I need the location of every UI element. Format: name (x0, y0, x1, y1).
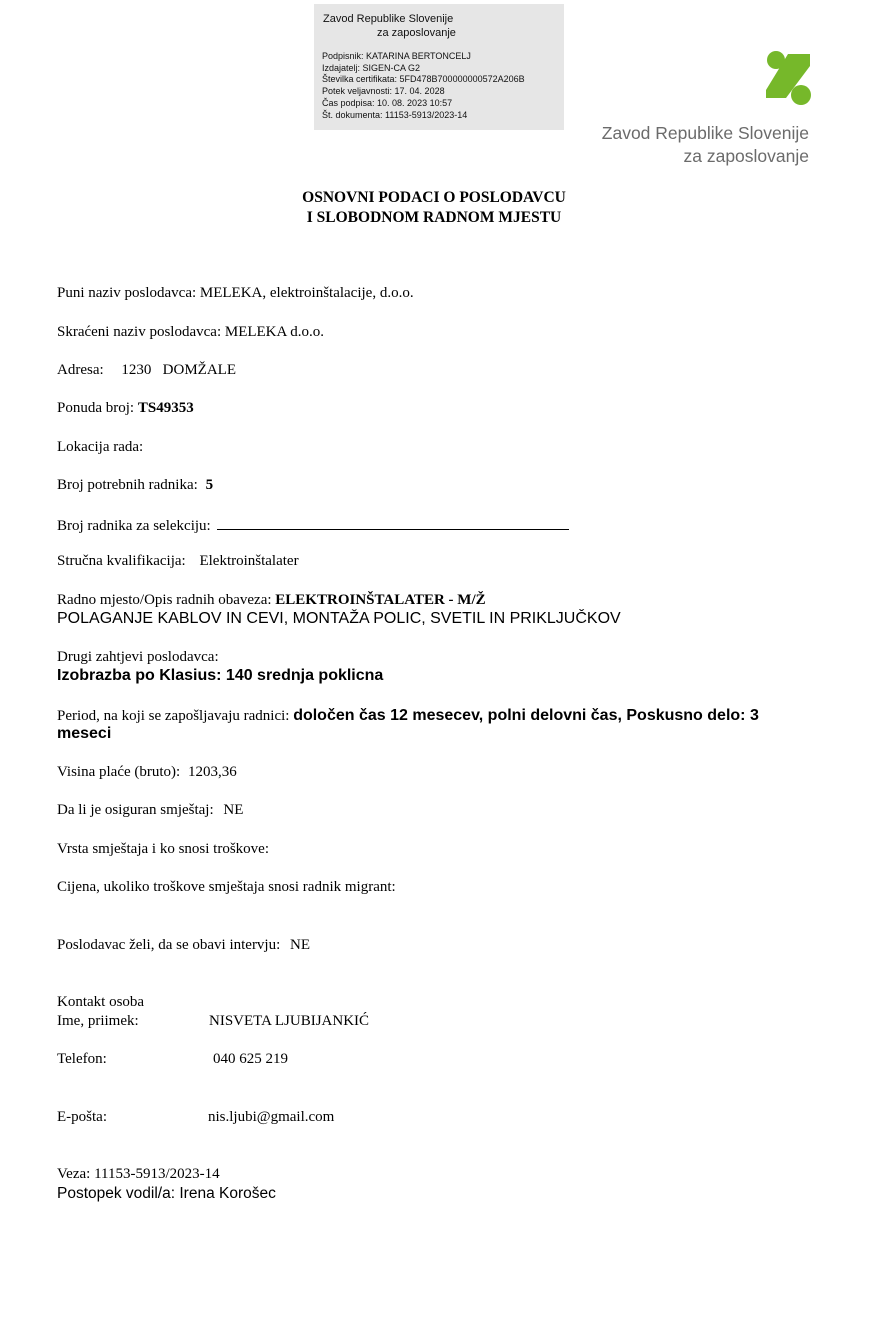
reference-value: 11153-5913/2023-14 (94, 1166, 220, 1182)
interview-row (57, 937, 310, 954)
period-row (57, 707, 759, 725)
selection-blank-line (217, 515, 569, 530)
position-row (57, 592, 486, 609)
short-name-label: Skraćeni naziv poslodavca: (57, 324, 222, 340)
signature-details (322, 51, 525, 121)
org-name-line1: Zavod Republike Slovenije (601, 123, 809, 143)
signature-document-number: Št. dokumenta: 11153-5913/2023-14 (322, 109, 468, 120)
accommodation-label: Da li je osiguran smještaj: (57, 802, 214, 818)
signature-org-line1: Zavod Republike Slovenije (323, 13, 454, 25)
signature-certificate: Številka certifikata: 5FD478B700000000572A206B (322, 74, 525, 85)
location-row (57, 439, 143, 456)
full-name-value: MELEKA, elektroinštalacije, d.o.o. (199, 285, 414, 301)
offer-row (57, 400, 194, 417)
workers-value: 5 (205, 477, 214, 493)
qualification-label: Stručna kvalifikacija: (57, 553, 186, 569)
position-label: Radno mjesto/Opis radnih obaveza: (57, 592, 272, 608)
offer-number: TS49353 (137, 400, 194, 416)
reference-label: Veza: (57, 1166, 91, 1182)
short-name-value: MELEKA d.o.o. (224, 324, 325, 340)
workers-label: Broj potrebnih radnika: (57, 477, 198, 493)
phone-label: Telefon: (57, 1051, 107, 1067)
signature-time: Čas podpisa: 10. 08. 2023 10:57 (322, 97, 453, 108)
full-name-row (57, 285, 414, 302)
period-label: Period, na koji se zapošljavaju radnici: (57, 708, 290, 724)
period-value-line2: meseci (57, 725, 112, 742)
signature-issuer: Izdajatelj: SIGEN-CA G2 (322, 62, 421, 73)
period-value-line1: določen čas 12 mesecev, polni delovni čas, Poskusno delo: 3 (293, 707, 759, 724)
phone-value: 040 625 219 (213, 1051, 288, 1067)
interview-value: NE (290, 937, 311, 953)
other-requirements-value: Izobrazba po Klasius: 140 srednja poklicna (57, 667, 384, 684)
location-label: Lokacija rada: (57, 439, 144, 455)
accommodation-type-label: Vrsta smještaja i ko snosi troškove: (57, 841, 269, 857)
accommodation-value: NE (223, 802, 244, 818)
contact-name-value: NISVETA LJUBIJANKIĆ (209, 1013, 370, 1029)
signature-signer: Podpisnik: KATARINA BERTONCELJ (322, 51, 471, 61)
other-requirements-label: Drugi zahtjevi poslodavca: (57, 649, 219, 665)
salary-value: 1203,36 (187, 764, 237, 780)
signature-validity: Potek veljavnosti: 17. 04. 2028 (322, 86, 445, 97)
org-name-line2: za zaposlovanje (683, 146, 809, 166)
email-value: nis.ljubi@gmail.com (208, 1109, 335, 1125)
position-description: POLAGANJE KABLOV IN CEVI, MONTAŽA POLIC, SVETIL IN PRIKLJUČKOV (57, 610, 621, 627)
zrss-logo-icon (764, 50, 812, 108)
handler-value: Irena Korošec (179, 1185, 276, 1202)
digital-signature-stamp (314, 4, 564, 130)
address-label: Adresa: (57, 362, 104, 378)
address-value: 1230 DOMŽALE (121, 362, 236, 378)
email-label: E-pošta: (57, 1109, 107, 1125)
contact-name-label: Ime, priimek: (57, 1013, 139, 1029)
offer-label: Ponuda broj: (57, 400, 135, 416)
address-row (57, 362, 236, 379)
interview-label: Poslodavac želi, da se obavi intervju: (57, 937, 281, 953)
qualification-row (57, 553, 299, 570)
handler-label: Postopek vodil/a: (57, 1185, 176, 1202)
accommodation-price-label: Cijena, ukoliko troškove smještaja snosi radnik migrant: (57, 879, 396, 895)
qualification-value: Elektroinštalater (199, 553, 299, 569)
selection-label: Broj radnika za selekciju: (57, 518, 211, 534)
reference-row (57, 1166, 220, 1183)
salary-label: Visina plaće (bruto): (57, 764, 181, 780)
position-value: ELEKTROINŠTALATER - M/Ž (275, 592, 486, 608)
salary-row (57, 764, 237, 781)
workers-row (57, 477, 213, 494)
document-title-line1: OSNOVNI PODACI O POSLODAVCU (302, 189, 566, 206)
handler-row (57, 1185, 276, 1203)
accommodation-row (57, 802, 243, 819)
document-title-line2: I SLOBODNOM RADNOM MJESTU (306, 209, 562, 226)
short-name-row (57, 324, 324, 341)
selection-row (57, 515, 569, 535)
signature-org-line2: za zaposlovanje (377, 27, 456, 39)
full-name-label: Puni naziv poslodavca: (57, 285, 197, 301)
contact-heading: Kontakt osoba (57, 994, 145, 1010)
